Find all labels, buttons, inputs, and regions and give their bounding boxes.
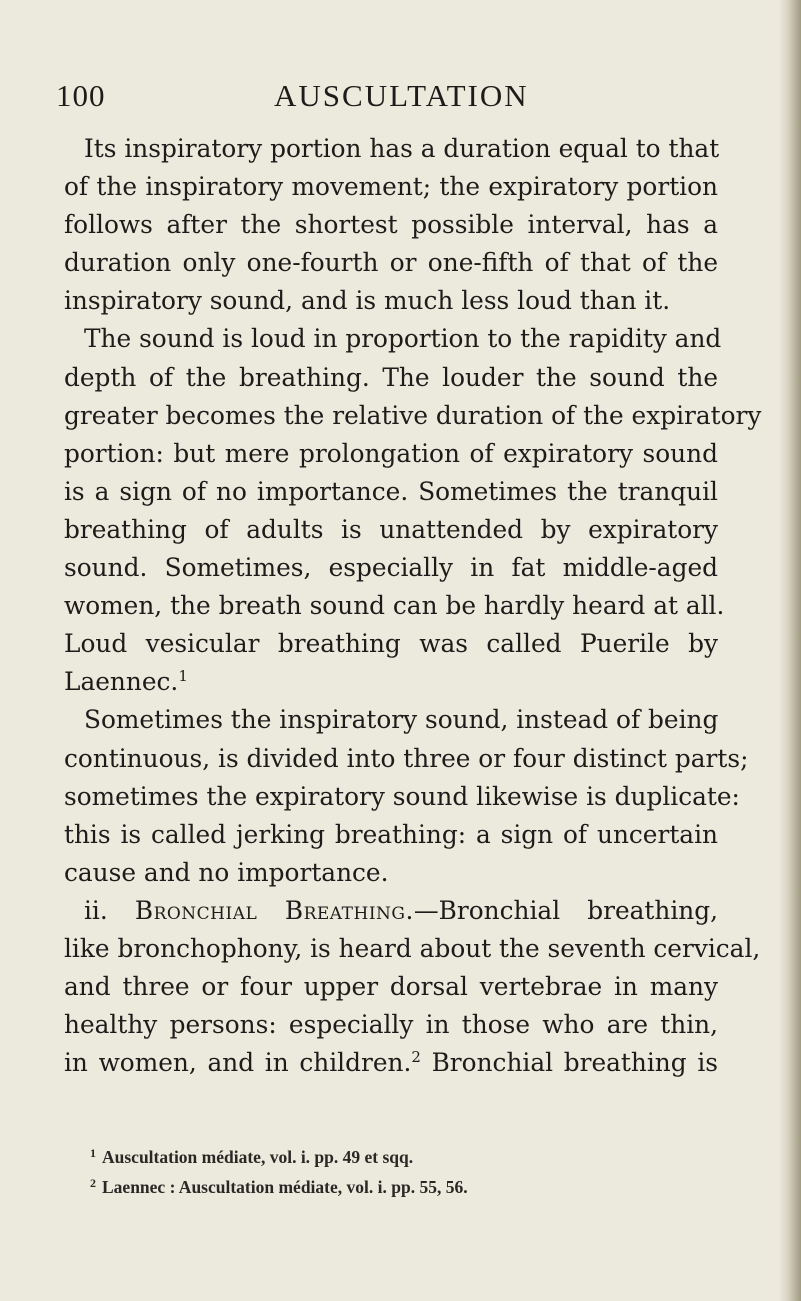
text-line: cause and no importance. xyxy=(64,857,389,887)
text-fragment: in women, and in children. xyxy=(64,1048,412,1078)
text-line: greater becomes the relative duration of the expiratory xyxy=(64,400,762,430)
text-line: Loud vesicular breathing was called Puerile by xyxy=(64,629,718,659)
footnote-ref-1: 1 xyxy=(178,667,188,686)
text-line: of the inspiratory movement; the expiratory portion xyxy=(64,172,718,202)
text-fragment: —Bronchial breathing, xyxy=(413,895,719,925)
footnote-1 xyxy=(90,1142,710,1172)
footnote-text: Auscultation médiate, vol. i. pp. 49 et sqq. xyxy=(102,1147,414,1167)
text-line: and three or four upper dorsal vertebrae in many xyxy=(64,972,718,1002)
text-line: Sometimes the inspiratory sound, instead of being xyxy=(84,705,719,735)
text-line: women, the breath sound can be hardly heard at all. xyxy=(64,591,725,621)
section-title: Bronchial Breathing. xyxy=(134,895,414,925)
text-line: The sound is loud in proportion to the rapidity and xyxy=(84,324,722,354)
text-line: healthy persons: especially in those who are thin, xyxy=(64,1010,718,1040)
footnotes xyxy=(90,1142,710,1202)
body-text xyxy=(64,130,762,1082)
text-line-with-footnote xyxy=(64,1044,718,1082)
text-line: Its inspiratory portion has a duration equal to that xyxy=(84,134,720,163)
text-line: this is called jerking breathing: a sign of uncertain xyxy=(64,819,718,849)
footnote-text: Laennec : Auscultation médiate, vol. i. pp. 55, 56. xyxy=(102,1177,468,1197)
text-line: is a sign of no importance. Sometimes the tranquil xyxy=(64,476,718,506)
running-title: AUSCULTATION xyxy=(274,78,529,113)
text-fragment: Laennec. xyxy=(64,667,179,697)
text-line: inspiratory sound, and is much less loud than it. xyxy=(64,286,671,316)
text-line-with-footnote xyxy=(64,663,718,701)
page-number: 100 xyxy=(56,78,106,113)
text-line: sound. Sometimes, especially in fat middle-aged xyxy=(64,553,718,583)
section-heading-line xyxy=(64,892,718,930)
text-line: portion: but mere prolongation of expiratory sound xyxy=(64,438,718,468)
text-line: duration only one-fourth or one-fifth of that of the xyxy=(64,248,718,278)
text-fragment: Bronchial breathing is xyxy=(420,1048,718,1078)
text-line: like bronchophony, is heard about the seventh cervical, xyxy=(64,933,761,963)
footnote-ref-2: 2 xyxy=(411,1048,421,1067)
text-line: follows after the shortest possible interval, has a xyxy=(64,210,718,240)
footnote-2 xyxy=(90,1172,710,1202)
footnote-mark: 1 xyxy=(90,1146,96,1160)
text-line: continuous, is divided into three or four distinct parts; xyxy=(64,743,749,773)
text-line: sometimes the expiratory sound likewise is duplicate: xyxy=(64,781,740,811)
text-line: breathing of adults is unattended by expiratory xyxy=(64,514,718,544)
section-number: ii. xyxy=(84,895,108,925)
footnote-mark: 2 xyxy=(90,1176,96,1190)
running-header xyxy=(56,78,716,118)
page-edge-shadow xyxy=(779,0,801,1301)
text-line: depth of the breathing. The louder the sound the xyxy=(64,362,718,392)
